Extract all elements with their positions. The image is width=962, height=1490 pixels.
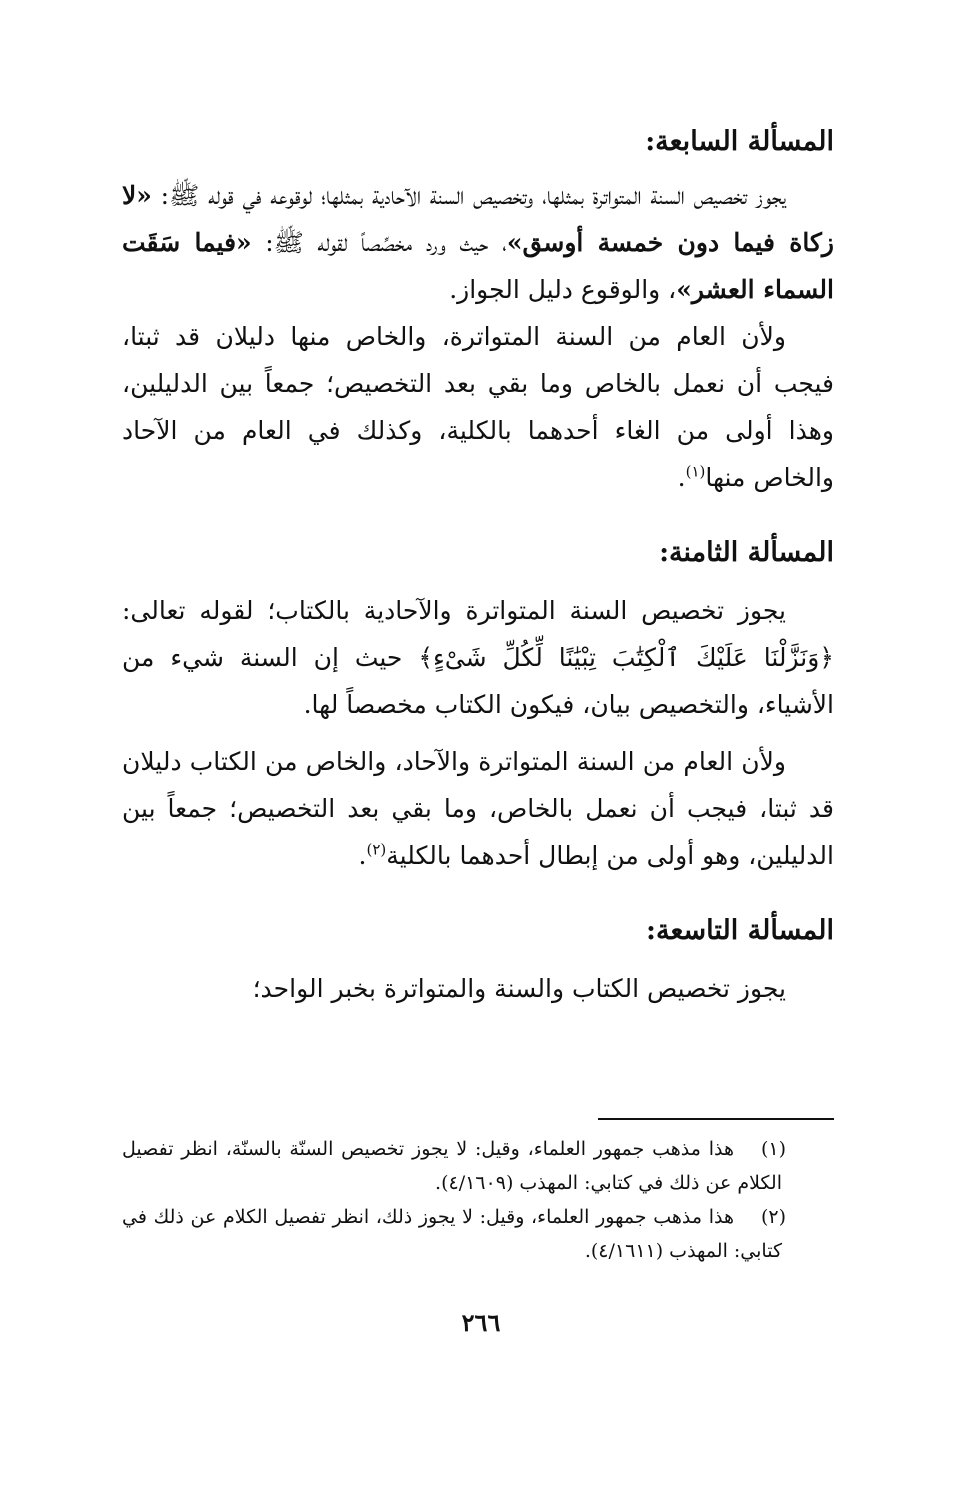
footnote [122,1200,834,1268]
paragraph [122,172,834,313]
hadith-quote: «لا زكاة فيما دون خمسة أوسق» [122,181,834,257]
page-number: ٢٦٦ [461,1308,501,1337]
section-heading-seventh: المسألة السابعة: [645,126,834,157]
text-run: ولأن العام من السنة المتواترة والآحاد، والخاص من الكتاب دليلان قد ثبتا، فيجب أن نعمل بالخاص، وما بقي بعد التخصيص؛ جمعاً بين الدليلين، وهو أولى من إبطال أحدهما بالكلية [122,747,834,870]
paragraph: يجوز تخصيص الكتاب والسنة والمتواترة بخبر الواحد؛ [252,974,786,1003]
text-run: . [358,841,367,870]
text-run: يجوز تخصيص السنة المتواترة والآحادية بالكتاب؛ لقوله تعالى: [122,596,786,625]
main-text [122,118,834,1012]
text-run: يجوز تخصيص السنة المتواترة بمثلها، وتخصيص السنة الآحادية بمثلها؛ لوقوعه في قوله ﷺ: [151,181,786,210]
paragraph [122,738,834,879]
footnotes [122,1118,834,1268]
section-heading-eighth: المسألة الثامنة: [659,537,834,568]
text-run: ، حيث ورد مخصِّصاً لقوله ﷺ: [251,228,507,257]
footnote-marker: (٢) [366,840,387,859]
footnote-number: (١) [760,1138,786,1160]
paragraph [122,587,834,728]
footnote-marker: (١) [685,462,706,481]
footnote-text: هذا مذهب جمهور العلماء، وقيل: لا يجوز تخصيص السنّة بالسنّة، انظر تفصيل الكلام عن ذلك في كتابي: المهذب (٤/١٦٠٩). [122,1138,782,1194]
quran-verse: ﴿وَنَزَّلْنَا عَلَيْكَ ٱلْكِتَٰبَ تِبْيَٰنًا لِّكُلِّ شَىْءٍ﴾ [418,643,834,672]
text-run: ولأن العام من السنة المتواترة، والخاص منها دليلان قد ثبتا، فيجب أن نعمل بالخاص وما بقي بعد التخصيص؛ جمعاً بين الدليلين، وهذا أولى من الغاء أحدهما بالكلية، وكذلك في العام من الآحاد والخاص منها [122,322,834,492]
paragraph [122,313,834,501]
footnote-number: (٢) [760,1206,786,1228]
footnote [122,1132,834,1200]
text-run: ، والوقوع دليل الجواز. [449,275,677,304]
text-run: . [677,463,686,492]
section-heading-ninth: المسألة التاسعة: [646,915,834,946]
footnote-text: هذا مذهب جمهور العلماء، وقيل: لا يجوز ذلك، انظر تفصيل الكلام عن ذلك في كتابي: المهذب (٤/١٦١١). [122,1206,782,1262]
text-run: حيث إن السنة شيء من الأشياء، والتخصيص بيان، فيكون الكتاب مخصصاً لها. [122,643,834,719]
hadith-quote: «فيما سَقَت السماء العشر» [122,228,834,304]
footnote-divider [598,1118,834,1120]
